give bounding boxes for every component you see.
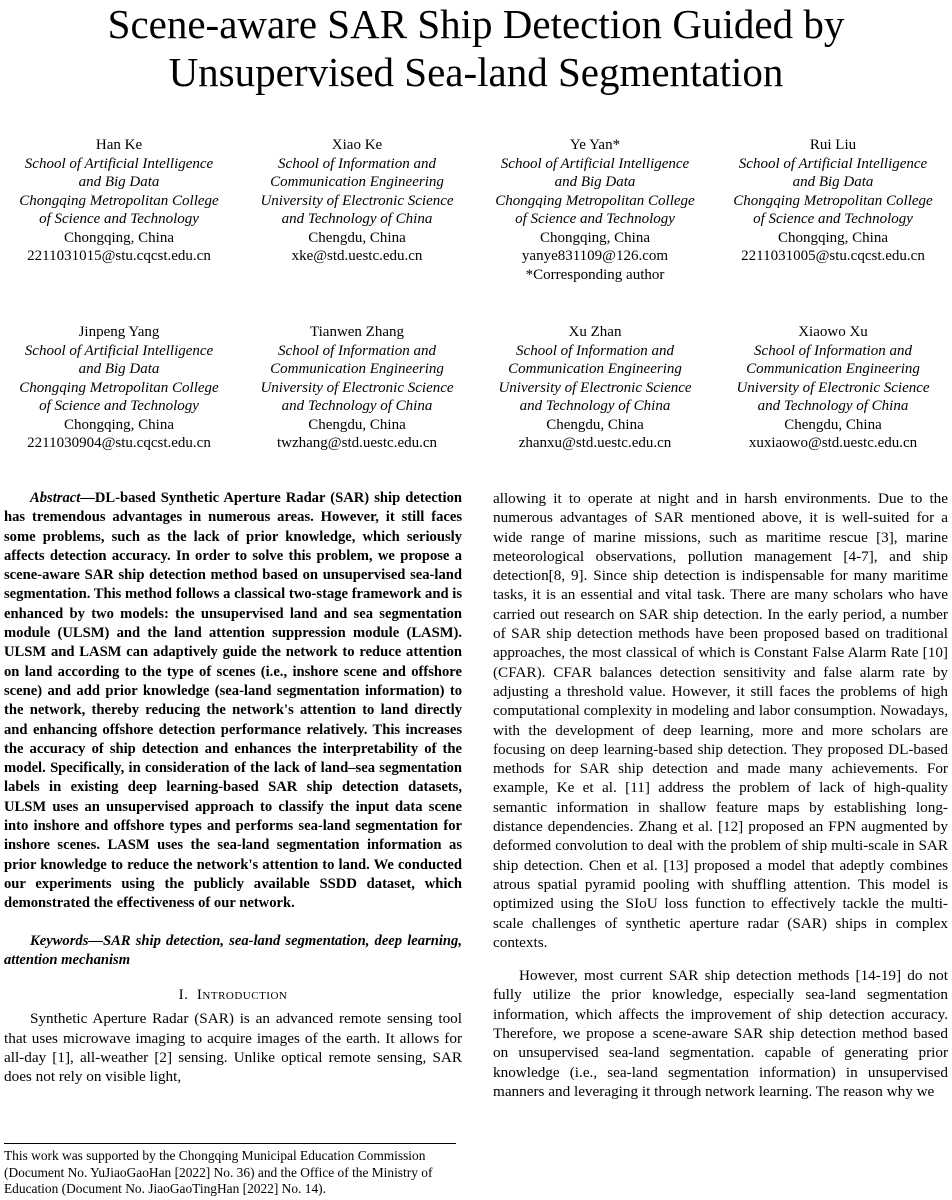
author-city: Chongqing, China [539, 229, 650, 246]
author-name: Tianwen Zhang [309, 324, 405, 340]
author-affiliation-line: Chongqing Metropolitan College [495, 192, 695, 209]
abstract [4, 489, 462, 914]
author-affiliation-line: School of Artificial Intelligence [738, 155, 928, 172]
author-city: Chengdu, China [308, 229, 406, 246]
author-name: Xiaowo Xu [798, 324, 868, 340]
author-affiliation-line: of Science and Technology [39, 398, 199, 414]
author-han-ke [0, 136, 238, 266]
author-affiliation-line: of Science and Technology [753, 211, 913, 227]
abstract-lead: Abstract [30, 490, 81, 506]
author-affiliation-line: of Science and Technology [39, 211, 199, 227]
author-name: Jinpeng Yang [78, 324, 160, 340]
author-affiliation-line: University of Electronic Science [260, 192, 454, 209]
author-city: Chengdu, China [546, 416, 644, 433]
author-email: xuxiaowo@std.uestc.edu.cn [748, 435, 918, 451]
author-affiliation-line: School of Information and [516, 342, 674, 359]
author-email: yanye831109@126.com [521, 248, 669, 264]
keywords: Keywords—SAR ship detection, sea-land segmentation, deep learning, attention mechanism [4, 932, 462, 968]
section-title: Introduction [196, 987, 288, 1004]
paper-title [0, 0, 952, 96]
paper-title-line2: Unsupervised Sea-land Segmentation [168, 49, 784, 95]
author-affiliation-line: School of Artificial Intelligence [24, 342, 214, 359]
corresponding-author-note: *Corresponding author [525, 266, 665, 283]
author-email: 2211031015@stu.cqcst.edu.cn [27, 248, 211, 264]
author-affiliation-line: Chongqing Metropolitan College [733, 192, 933, 209]
author-affiliation-line: Communication Engineering [270, 361, 444, 377]
author-affiliation-line: and Big Data [554, 174, 636, 190]
author-name: Xiao Ke [331, 137, 383, 153]
author-affiliation-line: and Technology of China [281, 398, 433, 414]
author-email: 2211030904@stu.cqcst.edu.cn [27, 435, 211, 451]
author-block-row-2 [0, 323, 952, 483]
author-affiliation-line: School of Artificial Intelligence [500, 155, 690, 172]
right-column [493, 489, 948, 1101]
author-xiaowo-xu [714, 323, 952, 453]
section-heading-introduction [4, 986, 462, 1005]
footnote-divider [4, 1143, 456, 1144]
author-affiliation-line: Communication Engineering [508, 361, 682, 377]
author-affiliation-line: School of Information and [278, 155, 436, 172]
author-affiliation-line: and Technology of China [519, 398, 671, 414]
author-city: Chongqing, China [63, 229, 174, 246]
author-rui-liu [714, 136, 952, 266]
abstract-body: —DL-based Synthetic Aperture Radar (SAR) ship detection has tremendous advantages in numerous areas. However, it still faces some problems, such as the lack of prior knowledge, which seriously affects detection accuracy. In order to solve this problem, we propose a scene-aware SAR ship detection method based on unsupervised sea-land segmentation. This method follows a classical two-stage framework and is enhanced by two models: the unsupervised land and sea segmentation module (ULSM) and the land attention suppression module (LASM). ULSM and LASM can adaptively guide the network to reduce attention on land according to the type of scenes (i.e., inshore scene and offshore scene) and add prior knowledge (sea-land segmentation information) to the network, thereby reducing the network's attention to land directly and enhancing offshore detection performance relatively. This increases the accuracy of ship detection and enhances the interpretability of the model. Specifically, in consideration of the lack of land–sea segmentation labels in existing deep learning-based SAR ship detection datasets, ULSM uses an unsupervised approach to classify the input data scene into inshore and offshore types and performs sea-land segmentation for inshore scenes. LASM uses the sea-land segmentation information as prior knowledge to reduce the network's attention to land. We conducted our experiments using the publicly available SSDD dataset, which demonstrated the effectiveness of our network. [4, 490, 462, 912]
author-city: Chongqing, China [777, 229, 888, 246]
author-name: Han Ke [95, 137, 143, 153]
author-city: Chengdu, China [308, 416, 406, 433]
author-xiao-ke [238, 136, 476, 266]
author-affiliation-line: School of Artificial Intelligence [24, 155, 214, 172]
paper-title-line1: Scene-aware SAR Ship Detection Guided by [107, 1, 845, 47]
author-name: Rui Liu [809, 137, 857, 153]
author-affiliation-line: Chongqing Metropolitan College [19, 192, 219, 209]
author-affiliation-line: of Science and Technology [515, 211, 675, 227]
author-affiliation-line: and Big Data [792, 174, 874, 190]
author-email: twzhang@std.uestc.edu.cn [276, 435, 438, 451]
author-name: Ye Yan* [569, 137, 621, 153]
intro-paragraph-1: Synthetic Aperture Radar (SAR) is an advanced remote sensing tool that uses microwave imaging to acquire images of the earth. It allows for all-day [1], all-weather [2] sensing. Unlike optical remote sensing, SAR does not rely on visible light, [4, 1010, 462, 1086]
author-city: Chengdu, China [784, 416, 882, 433]
author-affiliation-line: and Big Data [78, 174, 160, 190]
author-affiliation-line: Chongqing Metropolitan College [19, 379, 219, 396]
section-numeral: I. [178, 987, 189, 1004]
author-email: xke@std.uestc.edu.cn [291, 248, 423, 264]
intro-paragraph-1-continued: allowing it to operate at night and in harsh environments. Due to the numerous advantages of SAR mentioned above, it is well-suited for a wide range of marine missions, such as maritime rescue [3], marine meteorological observations, pollution management [4-7], and ship detection[8, 9]. Since ship detection is indispensable for many maritime tasks, it is an essential and vital task. There are many scholars who have carried out research on SAR ship detection. In the early period, a number of SAR ship detection methods have been proposed based on traditional approaches, the most classical of which is Constant False Alarm Rate [10] (CFAR). CFAR balances detection sensitivity and false alarm rate by adjusting a threshold value. However, it still faces the problems of high computational complexity in modeling and labor consumption. Nowadays, with the development of deep learning, more and more scholars are focusing on deep learning-based ship detection. They proposed DL-based methods for SAR ship detection and made many achievements. For example, Ke et al. [11] address the problem of lack of high-quality semantic information in shallow feature maps by establishing long-distance dependencies. Zhang et al. [12] proposed an FPN augmented by deformed convolution to deal with the problem of ship multi-scale in SAR ship detection. Chen et al. [13] proposed a model that adeptly combines atrous spatial pyramid pooling with shuffling attention. This model is optimized using the SIoU loss function to effectively tackle the multi-scale challenges of synthetic aperture radar (SAR) ships in complex contexts. [493, 490, 948, 951]
author-city: Chongqing, China [63, 416, 174, 433]
author-affiliation-line: Communication Engineering [270, 174, 444, 190]
author-block-row-1 [0, 136, 952, 296]
author-affiliation-line: University of Electronic Science [260, 379, 454, 396]
author-affiliation-line: School of Information and [278, 342, 436, 359]
author-affiliation-line: and Technology of China [757, 398, 909, 414]
author-email: zhanxu@std.uestc.edu.cn [518, 435, 672, 451]
author-email: 2211031005@stu.cqcst.edu.cn [741, 248, 925, 264]
author-affiliation-line: University of Electronic Science [736, 379, 930, 396]
funding-footnote: This work was supported by the Chongqing Municipal Education Commission (Document No. YuJiaoGaoHan [2022] No. 36) and the Office of the Ministry of Education (Document No. JiaoGaoTingHan [2022] No. 14). [4, 1148, 433, 1196]
intro-paragraph-2: However, most current SAR ship detection methods [14-19] do not fully utilize the prior knowledge, especially sea-land segmentation information, which affects the improvement of ship detection accuracy. Therefore, we propose a scene-aware SAR ship detection method based on unsupervised sea-land segmentation. capable of generating prior knowledge (i.e., sea-land segmentation information) in unsupervised manners and leveraging it through network learning. The reason why we [493, 967, 948, 1100]
author-affiliation-line: School of Information and [754, 342, 912, 359]
author-affiliation-line: University of Electronic Science [498, 379, 692, 396]
author-affiliation-line: Communication Engineering [746, 361, 920, 377]
author-ye-yan [476, 136, 714, 284]
author-jinpeng-yang [0, 323, 238, 453]
author-name: Xu Zhan [568, 324, 622, 340]
author-affiliation-line: and Big Data [78, 361, 160, 377]
left-column [4, 489, 462, 1087]
author-tianwen-zhang [238, 323, 476, 453]
author-affiliation-line: and Technology of China [281, 211, 433, 227]
author-xu-zhan [476, 323, 714, 453]
